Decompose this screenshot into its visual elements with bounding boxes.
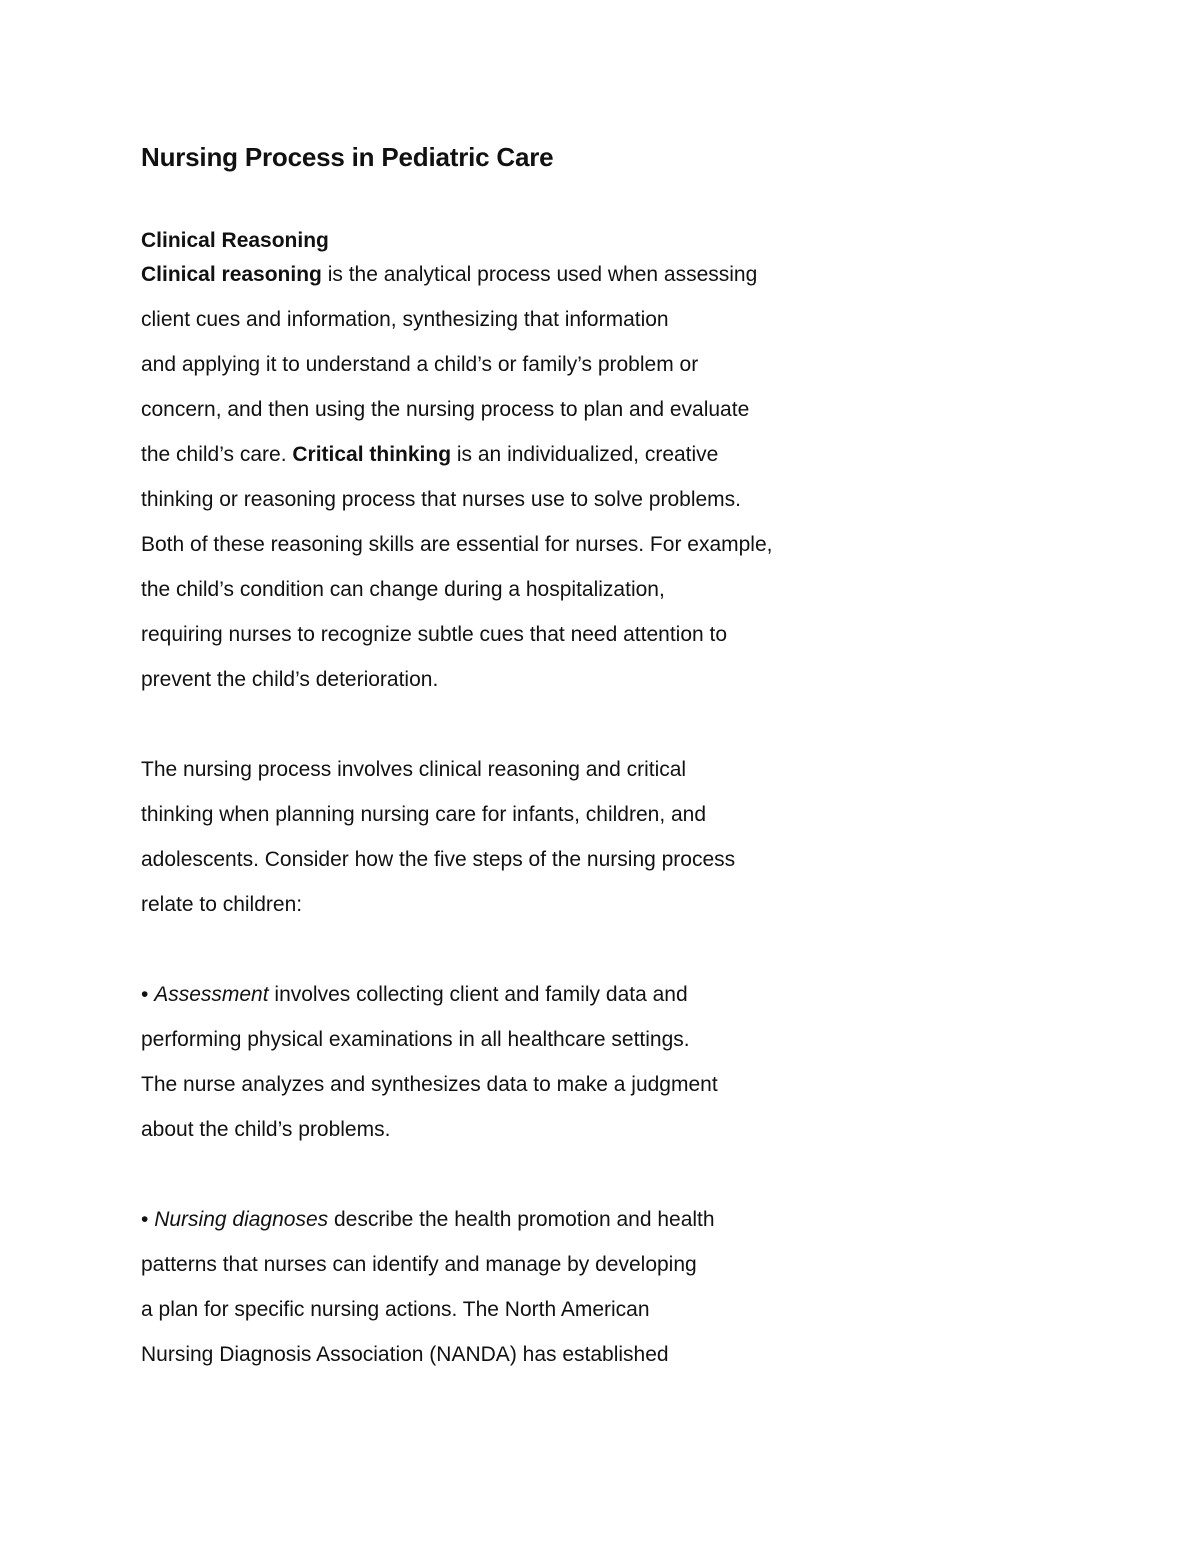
bullet-nursing-diagnoses bbox=[141, 1197, 901, 1377]
text-line bbox=[141, 567, 901, 612]
bold-term: Critical thinking bbox=[292, 443, 452, 466]
paragraph-spacer bbox=[141, 1152, 901, 1197]
paragraph-nursing-process bbox=[141, 747, 901, 927]
text-run: requiring nurses to recognize subtle cues that need attention to bbox=[141, 623, 728, 646]
text-run: patterns that nurses can identify and manage by developing bbox=[141, 1253, 697, 1276]
text-run: performing physical examinations in all healthcare settings. bbox=[141, 1028, 690, 1051]
section-heading-clinical-reasoning: Clinical Reasoning bbox=[141, 229, 329, 252]
text-run: is the analytical process used when assessing bbox=[321, 263, 758, 286]
text-line bbox=[141, 342, 901, 387]
text-line bbox=[141, 747, 901, 792]
text-run: involves collecting client and family data and bbox=[268, 983, 688, 1006]
italic-term: Nursing diagnoses bbox=[154, 1208, 329, 1231]
text-line bbox=[141, 297, 901, 342]
document-content bbox=[141, 138, 901, 1377]
text-line bbox=[141, 1287, 901, 1332]
text-line bbox=[141, 657, 901, 702]
text-run: The nursing process involves clinical reasoning and critical bbox=[141, 758, 687, 781]
text-line bbox=[141, 792, 901, 837]
text-line bbox=[141, 882, 901, 927]
text-run: is an individualized, creative bbox=[451, 443, 719, 466]
text-run: adolescents. Consider how the five steps of the nursing process bbox=[141, 848, 736, 871]
text-run: relate to children: bbox=[141, 893, 303, 916]
text-line bbox=[141, 1332, 901, 1377]
text-run: prevent the child’s deterioration. bbox=[141, 668, 439, 691]
text-run: • bbox=[141, 983, 155, 1006]
text-line bbox=[141, 1197, 901, 1242]
paragraph-clinical-reasoning bbox=[141, 252, 901, 702]
text-line bbox=[141, 612, 901, 657]
text-run: Nursing Diagnosis Association (NANDA) has established bbox=[141, 1343, 669, 1366]
document-title: Nursing Process in Pediatric Care bbox=[141, 142, 554, 172]
text-line bbox=[141, 837, 901, 882]
text-line bbox=[141, 432, 901, 477]
text-run: a plan for specific nursing actions. The North American bbox=[141, 1298, 650, 1321]
text-line bbox=[141, 477, 901, 522]
text-run: the child’s condition can change during a hospitalization, bbox=[141, 578, 665, 601]
text-line bbox=[141, 522, 901, 567]
text-run: the child’s care. bbox=[141, 443, 293, 466]
text-run: thinking when planning nursing care for infants, children, and bbox=[141, 803, 707, 826]
text-run: thinking or reasoning process that nurses use to solve problems. bbox=[141, 488, 741, 511]
bold-term: Clinical reasoning bbox=[141, 263, 322, 286]
text-line bbox=[141, 1062, 901, 1107]
text-run: concern, and then using the nursing process to plan and evaluate bbox=[141, 398, 750, 421]
text-run: Both of these reasoning skills are essential for nurses. For example, bbox=[141, 533, 773, 556]
text-line bbox=[141, 252, 901, 297]
text-line bbox=[141, 972, 901, 1017]
text-run: The nurse analyzes and synthesizes data to make a judgment bbox=[141, 1073, 718, 1096]
paragraph-spacer bbox=[141, 702, 901, 747]
text-run: client cues and information, synthesizing that information bbox=[141, 308, 669, 331]
paragraph-spacer bbox=[141, 927, 901, 972]
text-run: • bbox=[141, 1208, 155, 1231]
bullet-assessment bbox=[141, 972, 901, 1152]
text-line bbox=[141, 1107, 901, 1152]
text-run: and applying it to understand a child’s or family’s problem or bbox=[141, 353, 699, 376]
text-line bbox=[141, 1242, 901, 1287]
italic-term: Assessment bbox=[154, 983, 269, 1006]
text-run: describe the health promotion and health bbox=[328, 1208, 715, 1231]
text-run: about the child’s problems. bbox=[141, 1118, 391, 1141]
text-line bbox=[141, 387, 901, 432]
text-line bbox=[141, 1017, 901, 1062]
